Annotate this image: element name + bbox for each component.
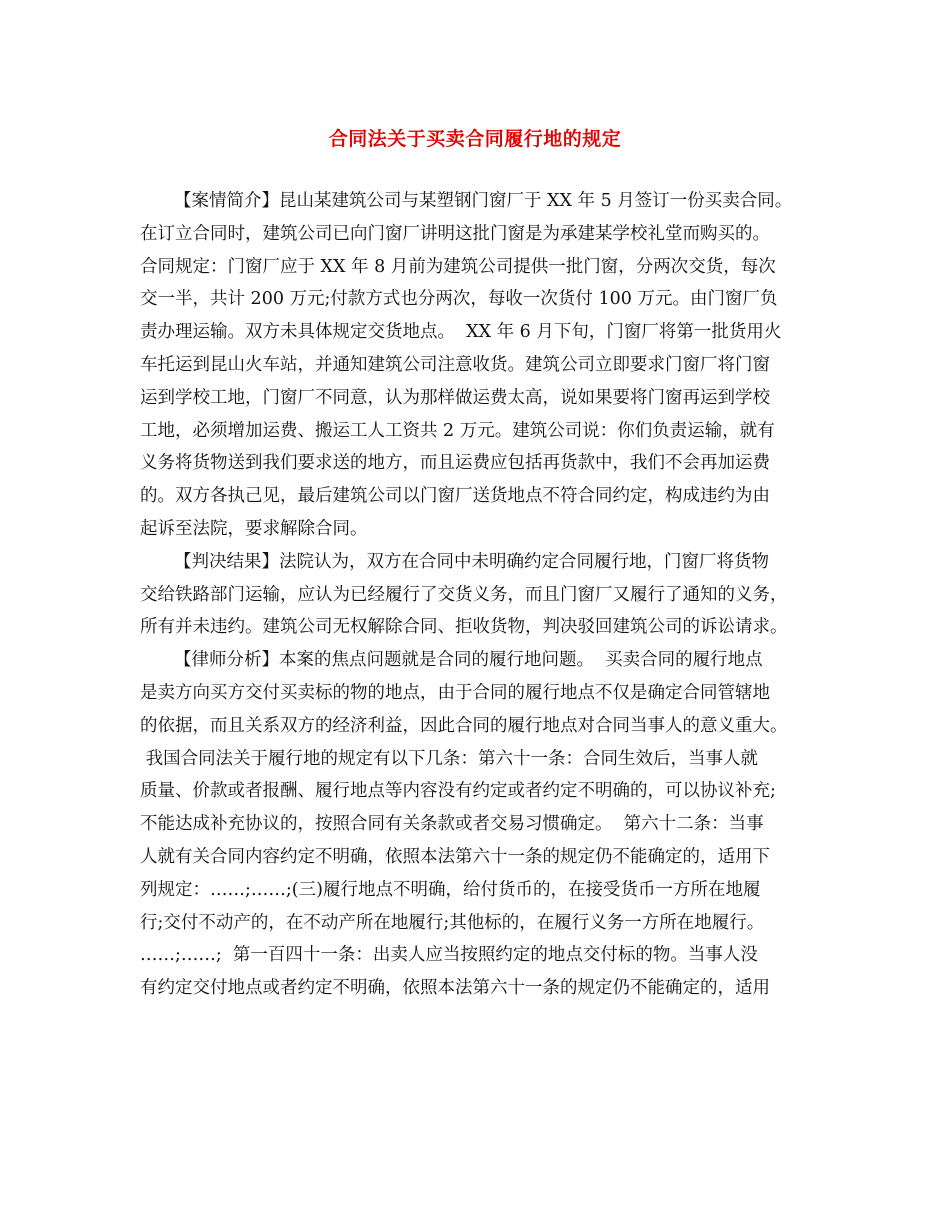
text-line: 交一半，共计 200 万元;付款方式也分两次，每收一次货付 100 万元。由门窗厂负: [140, 289, 778, 310]
text-line: 有约定交付地点或者约定不明确，依照本法第六十一条的规定仍不能确定的，适用: [140, 978, 770, 999]
text-line: 所有并未违约。建筑公司无权解除合同、拒收货物，判决驳回建筑公司的诉讼请求。: [140, 617, 788, 638]
document-body: [140, 185, 820, 1005]
text-line: 人就有关合同内容约定不明确，依照本法第六十一条的规定仍不能确定的，适用下: [140, 846, 770, 867]
text-line: 责办理运输。双方未具体规定交货地点。 XX 年 6 月下旬，门窗厂将第一批货用火: [140, 322, 782, 343]
text-line: 起诉至法院，要求解除合同。: [140, 518, 368, 539]
text-line: 在订立合同时，建筑公司已向门窗厂讲明这批门窗是为承建某学校礼堂而购买的。: [140, 223, 770, 244]
text-line: 是卖方向买方交付买卖标的物的地点，由于合同的履行地点不仅是确定合同管辖地: [140, 682, 770, 703]
paragraph-case-summary-line: 【案情简介】昆山某建筑公司与某塑钢门窗厂于 XX 年 5 月签订一份买卖合同。: [174, 191, 793, 211]
text-line: 合同规定：门窗厂应于 XX 年 8 月前为建筑公司提供一批门窗，分两次交货，每次: [140, 256, 776, 277]
text-line: 的依据，而且关系双方的经济利益，因此合同的履行地点对合同当事人的意义重大。: [140, 715, 788, 736]
text-line: 车托运到昆山火车站，并通知建筑公司注意收货。建筑公司立即要求门窗厂将门窗: [140, 354, 770, 375]
document-title: 合同法关于买卖合同履行地的规定: [328, 128, 622, 150]
text-line: 的。双方各执己见，最后建筑公司以门窗厂送货地点不符合同约定，构成违约为由: [140, 486, 770, 507]
text-line: 运到学校工地，门窗厂不同意，认为那样做运费太高，说如果要将门窗再运到学校: [140, 387, 770, 408]
text-line: 列规定：……;……;(三)履行地点不明确，给付货币的，在接受货币一方所在地履: [140, 879, 761, 900]
text-line: 我国合同法关于履行地的规定有以下几条：第六十一条：合同生效后，当事人就: [140, 748, 759, 769]
paragraph-lawyer-analysis-line: 【律师分析】本案的焦点问题就是合同的履行地问题。 买卖合同的履行地点: [174, 650, 763, 671]
text-line: 义务将货物送到我们要求送的地方，而且运费应包括再货款中，我们不会再加运费: [140, 453, 770, 474]
text-line: 工地，必须增加运费、搬运工人工资共 2 万元。建筑公司说：你们负责运输，就有: [140, 420, 775, 441]
paragraph-judgment-line: 【判决结果】法院认为，双方在合同中未明确约定合同履行地，门窗厂将货物: [174, 551, 769, 572]
text-line: 行;交付不动产的，在不动产所在地履行;其他标的，在履行义务一方所在地履行。: [140, 912, 765, 933]
text-line: 不能达成补充协议的，按照合同有关条款或者交易习惯确定。 第六十二条：当事: [140, 814, 764, 835]
text-line: 质量、价款或者报酬、履行地点等内容没有约定或者约定不明确的，可以协议补充;: [140, 781, 776, 802]
text-line: 交给铁路部门运输，应认为已经履行了交货义务，而且门窗厂又履行了通知的义务，: [140, 584, 788, 605]
text-line: ……;……; 第一百四十一条：出卖人应当按照约定的地点交付标的物。当事人没: [140, 945, 758, 966]
